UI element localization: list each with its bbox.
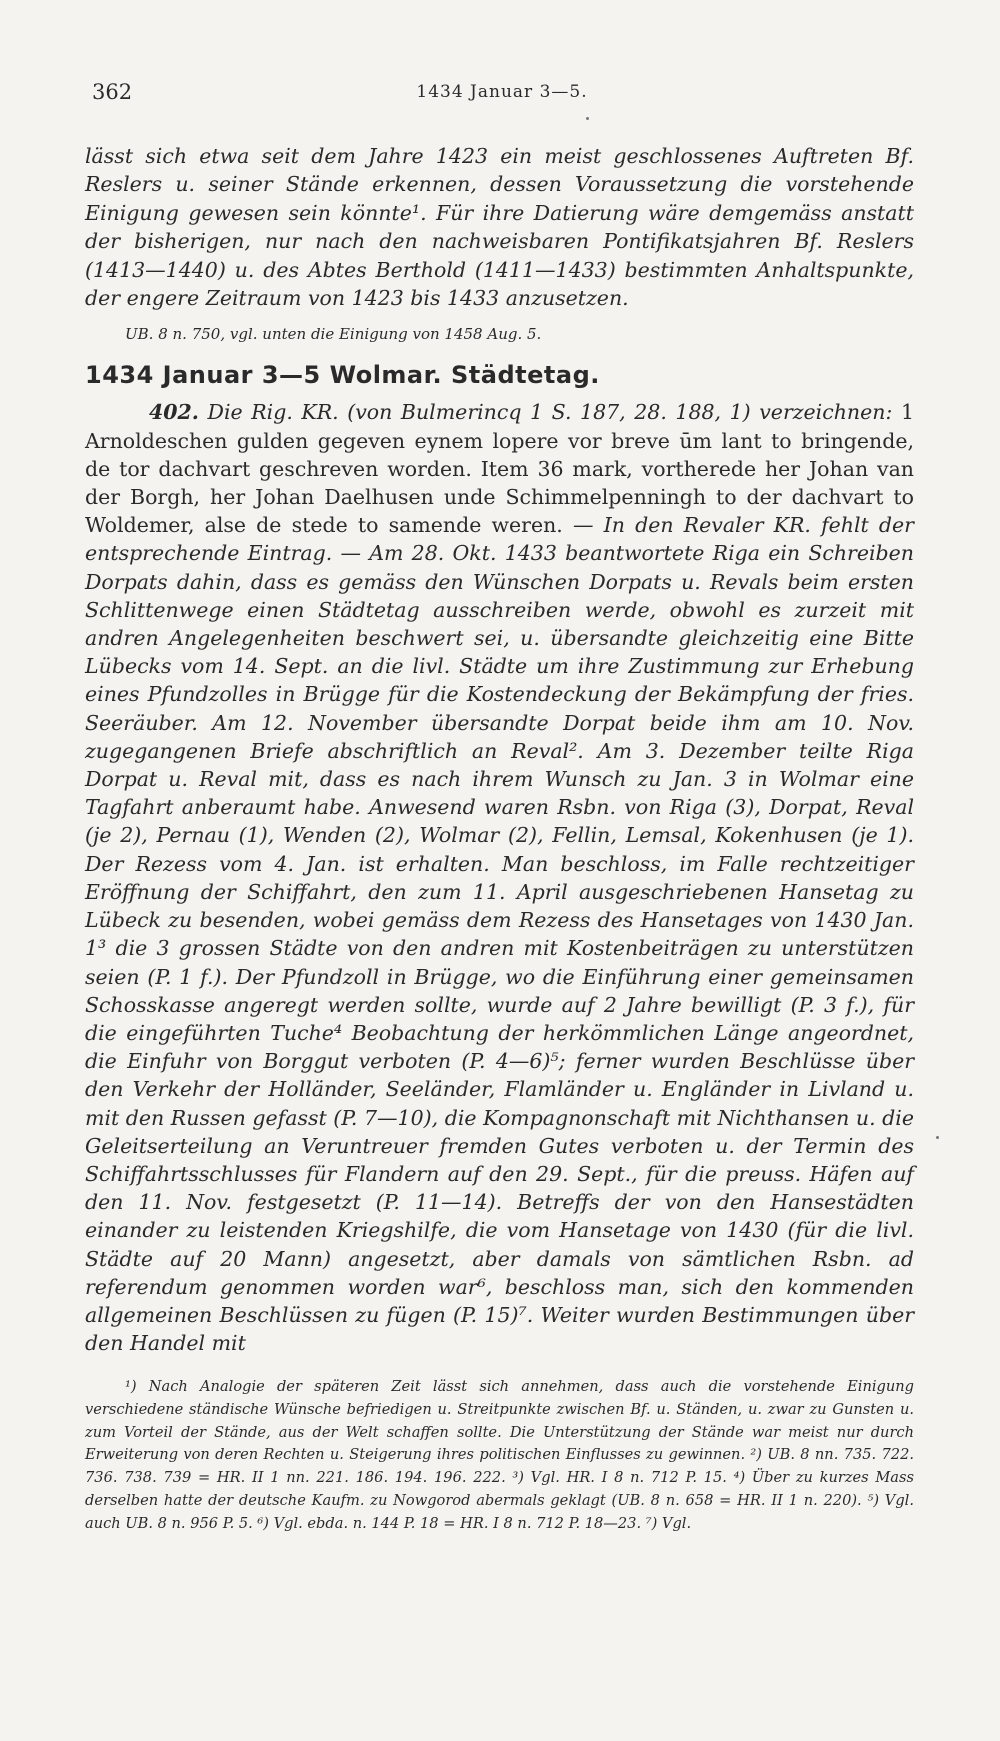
document-number: 402. [149, 400, 199, 425]
document-source: Die Rig. KR. (von Bulmerincq 1 S. 187, 28. 188, 1) verzeichnen: [207, 400, 893, 425]
page-number: 362 [92, 80, 133, 104]
page-speck [936, 1136, 939, 1139]
running-head: 1434 Januar 3—5. [416, 82, 588, 102]
section-heading: 1434 Januar 3—5 Wolmar. Städtetag. [85, 361, 600, 390]
main-text [85, 142, 914, 1357]
document-body: — In den Revaler KR. fehlt der entsprechende Eintrag. — Am 28. Okt. 1433 beantwortete Riga ein Schreiben Dorpats dahin, dass es gemäss den Wünschen Dorpats u. Revals beim ersten Schlittenwege einen Städtetag ausschreiben werde, obwohl es zurzeit mit andren Angelegenheiten beschwert sei, u. übersandte gleichzeitig eine Bitte Lübecks vom 14. Sept. an die livl. Städte um ihre Zustimmung zur Erhebung eines Pfundzolles in Brügge für die Kostendeckung der Bekämpfung der fries. Seeräuber. Am 12. November übersandte Dorpat beide ihm am 10. Nov. zugegangenen Briefe abschriftlich an Reval². Am 3. Dezember teilte Riga Dorpat u. Reval mit, dass es nach ihrem Wunsch zu Jan. 3 in Wolmar eine Tagfahrt anberaumt habe. Anwesend waren Rsbn. von Riga (3), Dorpat, Reval (je 2), Pernau (1), Wenden (2), Wolmar (2), Fellin, Lemsal, Kokenhusen (je 1). Der Rezess vom 4. Jan. ist erhalten. Man beschloss, im Falle rechtzeitiger Eröffnung der Schiffahrt, den zum 11. April ausgeschriebenen Hansetag zu Lübeck zu besenden, wobei gemäss dem Rezess des Hansetages von 1430 Jan. 1³ die 3 grossen Städte von den andren mit Kostenbeiträgen zu unterstützen seien (P. 1 f.). Der Pfundzoll in Brügge, wo die Einführung einer gemeinsamen Schosskasse angeregt werden sollte, wurde auf 2 Jahre bewilligt (P. 3 f.), für die eingeführten Tuche⁴ Beobachtung der herkömmlichen Länge angeordnet, die Einfuhr von Borggut verboten (P. 4—6)⁵; ferner wurden Beschlüsse über den Verkehr der Holländer, Seeländer, Flamländer u. Engländer in Livland u. mit den Russen gefasst (P. 7—10), die Kompagnonschaft mit Nichthansen u. die Geleitserteilung an Veruntreuer fremden Gutes verboten u. der Termin des Schiffahrtsschlusses für Flandern auf den 29. Sept., für die preuss. Häfen auf den 11. Nov. festgesetzt (P. 11—14). Betreffs der von den Hansestädten einander zu leistenden Kriegshilfe, die vom Hansetage von 1430 (für die livl. Städte auf 20 Mann) angesetzt, aber damals von sämtlichen Rsbn. ad referendum genommen worden war⁶, beschloss man, sich den kommenden allgemeinen Beschlüssen zu fügen (P. 15)⁷. Weiter wurden Bestimmungen über den Handel mit [85, 513, 914, 1356]
source-reference: UB. 8 n. 750, vgl. unten die Einigung von 1458 Aug. 5. [125, 325, 542, 344]
page-header [92, 80, 912, 110]
footnote-text: ¹) Nach Analogie der späteren Zeit lässt sich annehmen, dass auch die vorstehende Einigung verschiedene ständische Wünsche befriedigen u. Streitpunkte zwischen Bf. u. Ständen, u. zwar zu Gunsten u. zum Vorteil der Stände, aus der Welt schaffen sollte. Die Unterstützung der Stände war meist nur durch Erweiterung von deren Rechten u. Steigerung ihres politischen Einflusses zu gewinnen. ²) UB. 8 nn. 735. 722. 736. 738. 739 = HR. II 1 nn. 221. 186. 194. 196. 222. ³) Vgl. HR. I 8 n. 712 P. 15. ⁴) Über zu kurzes Mass derselben hatte der deutsche Kaufm. zu Nowgorod abermals geklagt (UB. 8 n. 658 = HR. II 1 n. 220). ⁵) Vgl. auch UB. 8 n. 956 P. 5. ⁶) Vgl. ebda. n. 144 P. 18 = HR. I 8 n. 712 P. 18—23. ⁷) Vgl. [85, 1378, 914, 1532]
intro-paragraph: lässt sich etwa seit dem Jahre 1423 ein meist geschlossenes Auftreten Bf. Reslers u. seiner Stände erkennen, dessen Voraussetzung die vorstehende Einigung gewesen sein könnte¹. Für ihre Datierung wäre demgemäss anstatt der bisherigen, nur nach den nachweisbaren Pontifikatsjahren Bf. Reslers (1413—1440) u. des Abtes Berthold (1411—1433) bestimmten Anhaltspunkte, der engere Zeitraum von 1423 bis 1433 anzusetzen. [85, 144, 914, 311]
document-quote: 1 Arnoldeschen gulden gegeven eynem lopere vor breve ūm lant to bringende, de tor dachvart geschreven worden. Item 36 mark, vortherede her Johan van der Borgh, her Johan Daelhusen unde Schimmelpenningh to der dachvart to Woldemer, alse de stede to samende weren. [85, 400, 914, 538]
page-speck [586, 117, 589, 120]
document-entry [85, 398, 914, 1357]
footnotes [85, 1376, 914, 1536]
